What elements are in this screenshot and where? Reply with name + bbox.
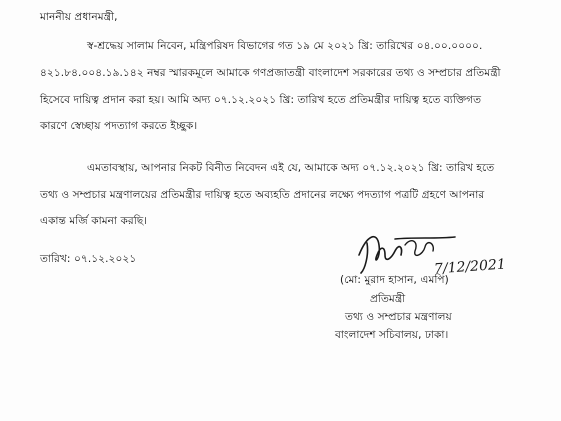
para2-line2: তথ্য ও সম্প্রচার মন্ত্রণালয়ের প্রতিমন্ত্রীর দায়িত্ব হতে অব্যহতি প্রদানের লক্ষ্যে পদত্যাগ পত্রটি গ্রহণে আপনার [40,189,485,201]
date-line: তারিখ: ০৭.১২.২০২১ [40,253,137,265]
handwritten-date: 7/12/2021 [433,256,507,278]
para2-line3: একান্ত মর্জি কামনা করছি। [40,215,148,227]
para1-line1: স্ব-শ্রদ্ধেয় সালাম নিবেন, মন্ত্রিপরিষদ বিভাগের গত ১৯ মে ২০২১ খ্রি: তারিখের ০৪.০০.০০০০. [87,40,483,52]
para1-line3: হিসেবে দায়িত্ব প্রদান করা হয়। আমি অদ্য ০৭.১২.২০২১ খ্রি: তারিখ হতে প্রতিমন্ত্রীর দায়িত্ব হতে ব্যক্তিগত [40,94,482,106]
signatory-title: প্রতিমন্ত্রী [370,293,406,305]
signatory-office: বাংলাদেশ সচিবালয়, ঢাকা। [335,329,449,341]
para1-line4: কারণে স্বেচ্ছায় পদত্যাগ করতে ইচ্ছুক। [40,120,198,132]
para1-line2: ৪২১.৮৪.০০৪.১৯.১৪২ নম্বর স্মারকমূলে আমাকে গণপ্রজাতন্ত্রী বাংলাদেশ সরকারের তথ্য ও সম্প্রচার প্রতিমন্ত্রী [40,67,501,79]
signatory-name: (মো: মুরাদ হাসান, এমপি) [340,274,449,286]
para2-line1: এমতাবস্থায়, আপনার নিকট বিনীত নিবেদন এই যে, আমাকে অদ্য ০৭.১২.২০২১ খ্রি: তারিখ হতে [87,162,495,174]
signatory-ministry: তথ্য ও সম্প্রচার মন্ত্রণালয় [345,311,452,323]
salutation: মাননীয় প্রধানমন্ত্রী, [40,11,118,23]
